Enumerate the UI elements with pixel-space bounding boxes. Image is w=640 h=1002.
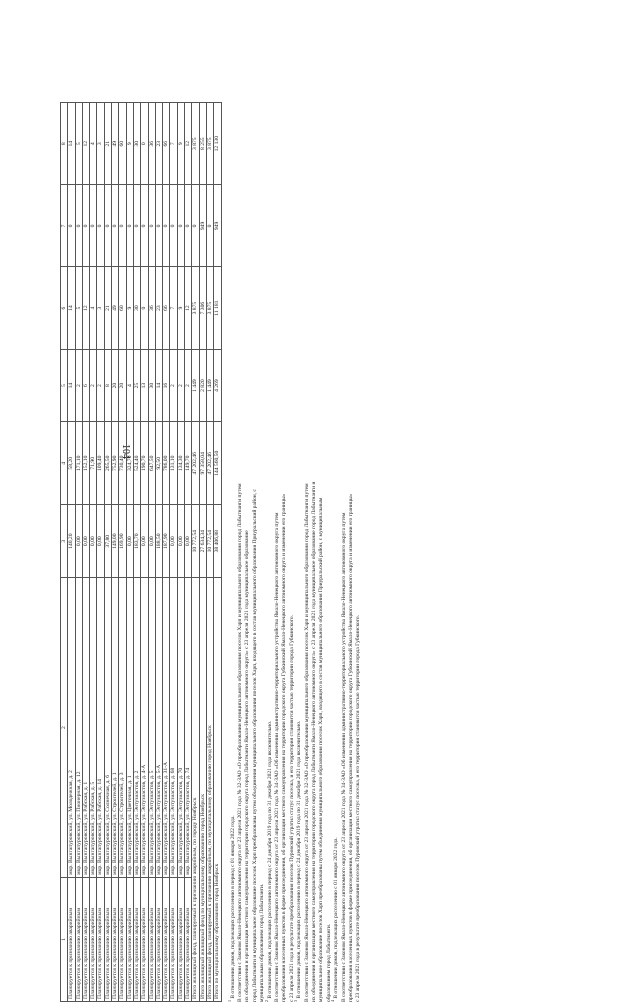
footnote-marker: 4 xyxy=(330,1000,336,1002)
value-cell: 14 xyxy=(68,267,75,349)
value-cell: 0 xyxy=(177,185,184,267)
address-cell: мкр. Вынгапуровский, ул. Пионерная, д. 12 xyxy=(75,578,82,878)
value-cell: 265,50 xyxy=(104,422,111,505)
value-cell: 2 xyxy=(177,349,184,422)
value-cell: 9 xyxy=(177,267,184,349)
value-cell: 7 xyxy=(170,267,177,349)
table-row xyxy=(90,103,97,1002)
value-cell: 149,70 xyxy=(185,422,192,505)
value-cell: 2 xyxy=(75,349,82,422)
value-cell: 0,00 xyxy=(75,505,82,578)
footnote-text: В отношении домов, подлежащих расселению в период с 24 декабря 2019 года по 31 декабря 2021 года включительно. xyxy=(266,720,273,1000)
value-cell: 25 xyxy=(133,349,140,422)
value-cell: 0 xyxy=(75,185,82,267)
footnote-text: преобразования населенных пунктов в форме присоединения, об организации местного самоуправления на территории городского округа Губкинский Ямало-Ненецкого автономного округа и изменении его границы» xyxy=(348,493,355,1002)
footnote-marker: 1 xyxy=(226,1000,232,1002)
value-cell: 730,40 xyxy=(119,422,126,505)
footnote-text: муниципальное образование поселок Харп преобразованы путем объединения муниципального образования поселок Харп, входящего в состав муниципального образования Приуральский район, с муниципальным xyxy=(318,497,325,1002)
table-row xyxy=(119,103,126,1002)
table-row xyxy=(112,103,119,1002)
value-cell: 4 xyxy=(90,267,97,349)
status-cell: Планируется к признанию аварийным xyxy=(112,877,119,1001)
value-cell: 37,80 xyxy=(104,505,111,578)
value-cell: 190,70 xyxy=(141,422,148,505)
value-cell: 0,00 xyxy=(141,505,148,578)
footnote-text: В соответствии с Законом Ямало-Ненецкого автономного округа от 23 апреля 2021 года № 34-ЗАО «Об изменении административно-территориального устройства Ямало-Ненецкого автономного округа путем xyxy=(273,512,280,1002)
table-row xyxy=(148,103,155,1002)
total-value-cell: 3 875 xyxy=(192,103,199,185)
value-cell: 183,70 xyxy=(133,505,140,578)
value-cell: 5 xyxy=(75,267,82,349)
footnote-text: В соответствии с Законом Ямало-Ненецкого автономного округа от 23 апреля 2021 года № 32-ЗАО «О преобразовании муниципального образования поселок Харп и муниципального образования город Лабытнанги путем xyxy=(236,483,243,1002)
total-value-cell: 144 560,50 xyxy=(214,422,221,505)
value-cell: 171,10 xyxy=(75,422,82,505)
value-cell: 324,70 xyxy=(126,422,133,505)
value-cell: 0,00 xyxy=(82,505,89,578)
table-row xyxy=(141,103,148,1002)
total-row xyxy=(192,103,199,1002)
address-cell: мкр. Вынгапуровский, ул. Энтузиастов, д. 5 xyxy=(148,578,155,878)
value-cell: 169,90 xyxy=(119,505,126,578)
value-cell: 2 xyxy=(97,349,104,422)
rotated-page-content xyxy=(60,102,580,1002)
page-number: 104 xyxy=(120,444,131,459)
table-row xyxy=(133,103,140,1002)
value-cell: 30 xyxy=(133,267,140,349)
value-cell: 786,00 xyxy=(163,422,170,505)
footnote-line xyxy=(281,122,288,1002)
status-cell: Планируется к признанию аварийным xyxy=(75,877,82,1001)
total-label-cell: Итого жилищный фонд, планируемый к признанию аварийным, по муниципальному образованию город Ноябрьск xyxy=(206,578,213,1002)
value-cell: 0 xyxy=(119,185,126,267)
value-cell: 58,20 xyxy=(68,422,75,505)
address-cell: мкр. Вынгапуровский, ул. Энтузиастов, д. 70 xyxy=(177,578,184,878)
value-cell: 66 xyxy=(163,267,170,349)
address-cell: мкр. Вынгапуровский, ул. Энтузиастов, д. 4-А xyxy=(141,578,148,878)
address-cell: мкр. Вынгапуровский, ул. Рабская, д. 14 xyxy=(97,578,104,878)
footnote-text: их объединения и организации местного самоуправления на территории городского округа город Лабытнанги Ямало-Ненецкого автономного округа» с 23 апреля 2021 года муниципальное образование город Лабытнанги и xyxy=(311,481,317,1002)
value-cell: 20 xyxy=(119,349,126,422)
header-cell: 4 xyxy=(61,422,68,505)
header-cell: 8 xyxy=(61,103,68,185)
table-row xyxy=(75,103,82,1002)
value-cell: 0 xyxy=(185,185,192,267)
total-value-cell: 47 202,46 xyxy=(192,422,199,505)
value-cell: 152,10 xyxy=(82,422,89,505)
footnote-line xyxy=(252,122,259,1002)
footnote-line xyxy=(293,122,303,1002)
value-cell: 0,00 xyxy=(185,505,192,578)
value-cell: 71,90 xyxy=(90,422,97,505)
status-cell: Планируется к признанию аварийным xyxy=(126,877,133,1001)
value-cell: 524,40 xyxy=(133,422,140,505)
status-cell: Планируется к признанию аварийным xyxy=(148,877,155,1001)
status-cell: Планируется к признанию аварийным xyxy=(97,877,104,1001)
footnote-text: В отношении домов, подлежащих расселению в период с 01 января 2022 года. xyxy=(229,815,236,1000)
total-value-cell: 7 306 xyxy=(199,267,206,349)
value-cell: 36 xyxy=(148,103,155,185)
total-value-cell: 949 xyxy=(214,185,221,267)
value-cell: 9 xyxy=(126,103,133,185)
status-cell: Планируется к признанию аварийным xyxy=(177,877,184,1001)
status-cell: Планируется к признанию аварийным xyxy=(68,877,75,1001)
value-cell: 12 xyxy=(185,267,192,349)
value-cell: 0 xyxy=(82,185,89,267)
table-row xyxy=(177,103,184,1002)
status-cell: Планируется к признанию аварийным xyxy=(185,877,192,1001)
total-value-cell: 3 875 xyxy=(206,267,213,349)
address-cell: мкр. Вынгапуровский, ул. Строителей, д. 1 xyxy=(112,578,119,878)
value-cell: 23 xyxy=(155,267,162,349)
value-cell: 0,00 xyxy=(148,505,155,578)
footnote-marker: 3 xyxy=(293,1000,299,1002)
value-cell: 131,10 xyxy=(170,422,177,505)
value-cell: 0 xyxy=(104,185,111,267)
value-cell: 0 xyxy=(126,185,133,267)
header-cell: 3 xyxy=(61,505,68,578)
total-label-cell: Итого жилищный жилищный фонд по муниципальному образованию город Ноябрьск xyxy=(199,578,206,1002)
status-cell: Планируется к признанию аварийным xyxy=(82,877,89,1001)
value-cell: 13 xyxy=(141,349,148,422)
footnote-text: с 23 апреля 2021 года в результате преобразования поселок Пуровский утратил статус поселка, и его территория становится частью территории города Губкинского. xyxy=(355,615,362,1002)
address-cell: мкр. Вынгапуровский, ул. Рабская, д. 5 xyxy=(90,578,97,878)
total-value-cell: 3 875 xyxy=(206,103,213,185)
total-row xyxy=(206,103,213,1002)
total-value-cell: 11 181 xyxy=(214,267,221,349)
header-cell: 2 xyxy=(61,578,68,878)
table-row xyxy=(126,103,133,1002)
table-row xyxy=(155,103,162,1002)
value-cell: 647,50 xyxy=(148,422,155,505)
total-value-cell: 8 255 xyxy=(199,103,206,185)
value-cell: 6 xyxy=(82,349,89,422)
total-value-cell: 1 449 xyxy=(206,349,213,422)
value-cell: 188,50 xyxy=(155,505,162,578)
footnote-line xyxy=(259,122,266,1002)
total-row xyxy=(199,103,206,1002)
value-cell: 21 xyxy=(104,103,111,185)
total-value-cell: 0 xyxy=(192,185,199,267)
value-cell: 92,50 xyxy=(155,422,162,505)
value-cell: 140,20 xyxy=(68,505,75,578)
value-cell: 5 xyxy=(75,103,82,185)
value-cell: 2 xyxy=(90,349,97,422)
value-cell: 23 xyxy=(155,103,162,185)
header-cell: 5 xyxy=(61,349,68,422)
housing-table xyxy=(60,102,222,1002)
value-cell: 0,00 xyxy=(126,505,133,578)
footnote-text: с 23 апреля 2021 года в результате преобразования поселок Пуровский утратил статус поселка, и его территория становится частью территории города Губкинского. xyxy=(288,615,295,1002)
value-cell: 36 xyxy=(148,267,155,349)
table-row xyxy=(68,103,75,1002)
header-cell: 6 xyxy=(61,267,68,349)
value-cell: 60 xyxy=(119,267,126,349)
value-cell: 0 xyxy=(141,267,148,349)
value-cell: 60 xyxy=(119,103,126,185)
value-cell: 66 xyxy=(163,103,170,185)
value-cell: 134,30 xyxy=(177,422,184,505)
footnote-text: В соответствии с Законом Ямало-Ненецкого автономного округа от 23 апреля 2021 года № 34-ЗАО «Об изменении административно-территориального устройства Ямало-Ненецкого автономного округа путем xyxy=(340,512,347,1002)
total-value-cell: 12 130 xyxy=(214,103,221,185)
footnote-text: образованием город Лабытнанги. xyxy=(325,923,332,1002)
total-value-cell: 1 449 xyxy=(192,349,199,422)
address-cell: мкр. Вынгапуровский, ул. Цветочная, д. 1 xyxy=(126,578,133,878)
footnote-line xyxy=(226,122,237,1002)
value-cell: 49 xyxy=(112,267,119,349)
value-cell: 0 xyxy=(148,185,155,267)
address-cell: мкр. Вынгапуровский, ул. Энтузиастов, д. 2 xyxy=(133,578,140,878)
status-cell: Планируется к признанию аварийным xyxy=(90,877,97,1001)
footnote-text: В соответствии с Законом Ямало-Ненецкого автономного округа от 23 апреля 2021 года № 32-ЗАО «О преобразовании муниципального образования поселок Харп и муниципального образования город Лабытнанги путем xyxy=(303,483,310,1002)
total-value-cell: 10 772,54 xyxy=(206,505,213,578)
total-value-cell: 38 406,88 xyxy=(214,505,221,578)
header-cell: 1 xyxy=(61,877,68,1001)
status-cell: Планируется к признанию аварийным xyxy=(141,877,148,1001)
value-cell: 4 xyxy=(126,349,133,422)
footnote-line xyxy=(318,122,325,1002)
status-cell: Планируется к признанию аварийным xyxy=(133,877,140,1001)
address-cell: мкр. Вынгапуровский, ул. Солнечная, д. 6 xyxy=(104,578,111,878)
value-cell: 9 xyxy=(177,103,184,185)
footnote-text: преобразования населенных пунктов в форме присоединения, об организации местного самоуправления на территории городского округа Губкинский Ямало-Ненецкого автономного округа и изменении его границы» xyxy=(281,493,288,1002)
total-label-cell: Итого жилищный фонд, планируемый к признанию аварийным, по городу Ноябрьск xyxy=(192,578,199,1002)
total-value-cell: 27 634,34 xyxy=(199,505,206,578)
value-cell: 0 xyxy=(97,185,104,267)
footnote-line xyxy=(355,122,362,1002)
value-cell: 0 xyxy=(141,103,148,185)
value-cell: 2 xyxy=(185,349,192,422)
value-cell: 12 xyxy=(185,103,192,185)
total-value-cell: 2 820 xyxy=(199,349,206,422)
value-cell: 12 xyxy=(82,103,89,185)
address-cell: мкр. Вынгапуровский, ул. Энтузиастов, д. 68 xyxy=(170,578,177,878)
value-cell: 187,90 xyxy=(163,505,170,578)
status-cell: Планируется к признанию аварийным xyxy=(104,877,111,1001)
value-cell: 14 xyxy=(68,103,75,185)
value-cell: 14 xyxy=(155,349,162,422)
value-cell: 7 xyxy=(170,103,177,185)
footnote-line xyxy=(263,122,274,1002)
footnote-text: их объединения и организации местного самоуправления на территории городского округа город Лабытнанги Ямало-Ненецкого автономного округа» с 23 апреля 2021 года муниципальное образование xyxy=(244,530,251,1002)
value-cell: 109,40 xyxy=(97,422,104,505)
value-cell: 149,00 xyxy=(112,505,119,578)
footnotes xyxy=(226,122,363,1002)
table-row xyxy=(97,103,104,1002)
value-cell: 0 xyxy=(90,185,97,267)
value-cell: 3 xyxy=(97,267,104,349)
table-row xyxy=(82,103,89,1002)
value-cell: 0 xyxy=(141,185,148,267)
value-cell: 0,00 xyxy=(177,505,184,578)
footnote-line xyxy=(244,122,251,1002)
value-cell: 752,90 xyxy=(112,422,119,505)
status-cell: Планируется к признанию аварийным xyxy=(119,877,126,1001)
value-cell: 2 xyxy=(170,349,177,422)
address-cell: мкр. Вынгапуровский, ул. Энтузиастов, д. 5-А xyxy=(155,578,162,878)
value-cell: 16 xyxy=(163,349,170,422)
address-cell: мкр. Вынгапуровский, ул. Энтузиастов, д. 74 xyxy=(185,578,192,878)
value-cell: 0,00 xyxy=(170,505,177,578)
value-cell: 0 xyxy=(112,185,119,267)
total-value-cell: 47 202,46 xyxy=(206,422,213,505)
header-cell: 7 xyxy=(61,185,68,267)
value-cell: 0 xyxy=(163,185,170,267)
footnote-text: муниципальным образованием город Лабытнанги. xyxy=(259,883,266,1002)
value-cell: 21 xyxy=(104,267,111,349)
address-cell: мкр. Вынгапуровский, ул. Строителей, д. 3 xyxy=(119,578,126,878)
footnote-line xyxy=(330,122,340,1002)
value-cell: 30 xyxy=(148,349,155,422)
total-value-cell: 3 875 xyxy=(192,267,199,349)
table-header-row xyxy=(61,103,68,1002)
status-cell: Планируется к признанию аварийным xyxy=(163,877,170,1001)
value-cell: 49 xyxy=(112,103,119,185)
footnote-line xyxy=(304,122,311,1002)
table-row xyxy=(170,103,177,1002)
address-cell: мкр. Вынгапуровский, ул. Энтузиастов, д. 31-А xyxy=(163,578,170,878)
footnote-marker: 2 xyxy=(263,1000,269,1002)
table-row xyxy=(163,103,170,1002)
value-cell: 3 xyxy=(97,103,104,185)
footnote-line xyxy=(341,122,348,1002)
footnote-text: В отношении домов, подлежащих расселению с 01 января 2022 года. xyxy=(333,837,340,1000)
value-cell: 8 xyxy=(104,349,111,422)
address-cell: мкр. Вынгапуровский, ул. Рабская, д. 1 xyxy=(82,578,89,878)
value-cell: 0,00 xyxy=(97,505,104,578)
table-row xyxy=(185,103,192,1002)
status-cell: Планируется к признанию аварийным xyxy=(155,877,162,1001)
table-body xyxy=(68,103,221,1002)
address-cell: мкр. Вынгапуровский, ул. Молодежная, д. 2 xyxy=(68,578,75,878)
value-cell: 9 xyxy=(126,267,133,349)
footnote-text: город Лабытнанги и муниципальное образование поселок Харп преобразованы путем объединения муниципального образования поселок Харп, входящего в состав муниципального образования Приуральский район, с xyxy=(251,489,258,1002)
total-value-cell: 4 269 xyxy=(214,349,221,422)
value-cell: 20 xyxy=(112,349,119,422)
status-cell: Планируется к признанию аварийным xyxy=(170,877,177,1001)
value-cell: 0,00 xyxy=(90,505,97,578)
value-cell: 0 xyxy=(133,185,140,267)
value-cell: 4 xyxy=(90,103,97,185)
footnote-text: В отношении домов, подлежащих расселению в период с 24 декабря 2019 года по 31 декабря 2021 года включительно. xyxy=(296,720,303,1000)
value-cell: 30 xyxy=(133,103,140,185)
value-cell: 12 xyxy=(82,267,89,349)
total-value-cell: 0 xyxy=(206,185,213,267)
table-row xyxy=(104,103,111,1002)
value-cell: 0 xyxy=(155,185,162,267)
total-row xyxy=(214,103,221,1002)
value-cell: 14 xyxy=(68,349,75,422)
total-value-cell: 949 xyxy=(199,185,206,267)
total-label-cell: Итого по муниципальному образованию город Ноябрьск xyxy=(214,578,221,1002)
value-cell: 0 xyxy=(170,185,177,267)
value-cell: 0 xyxy=(68,185,75,267)
total-value-cell: 10 772,54 xyxy=(192,505,199,578)
total-value-cell: 97 358,04 xyxy=(199,422,206,505)
